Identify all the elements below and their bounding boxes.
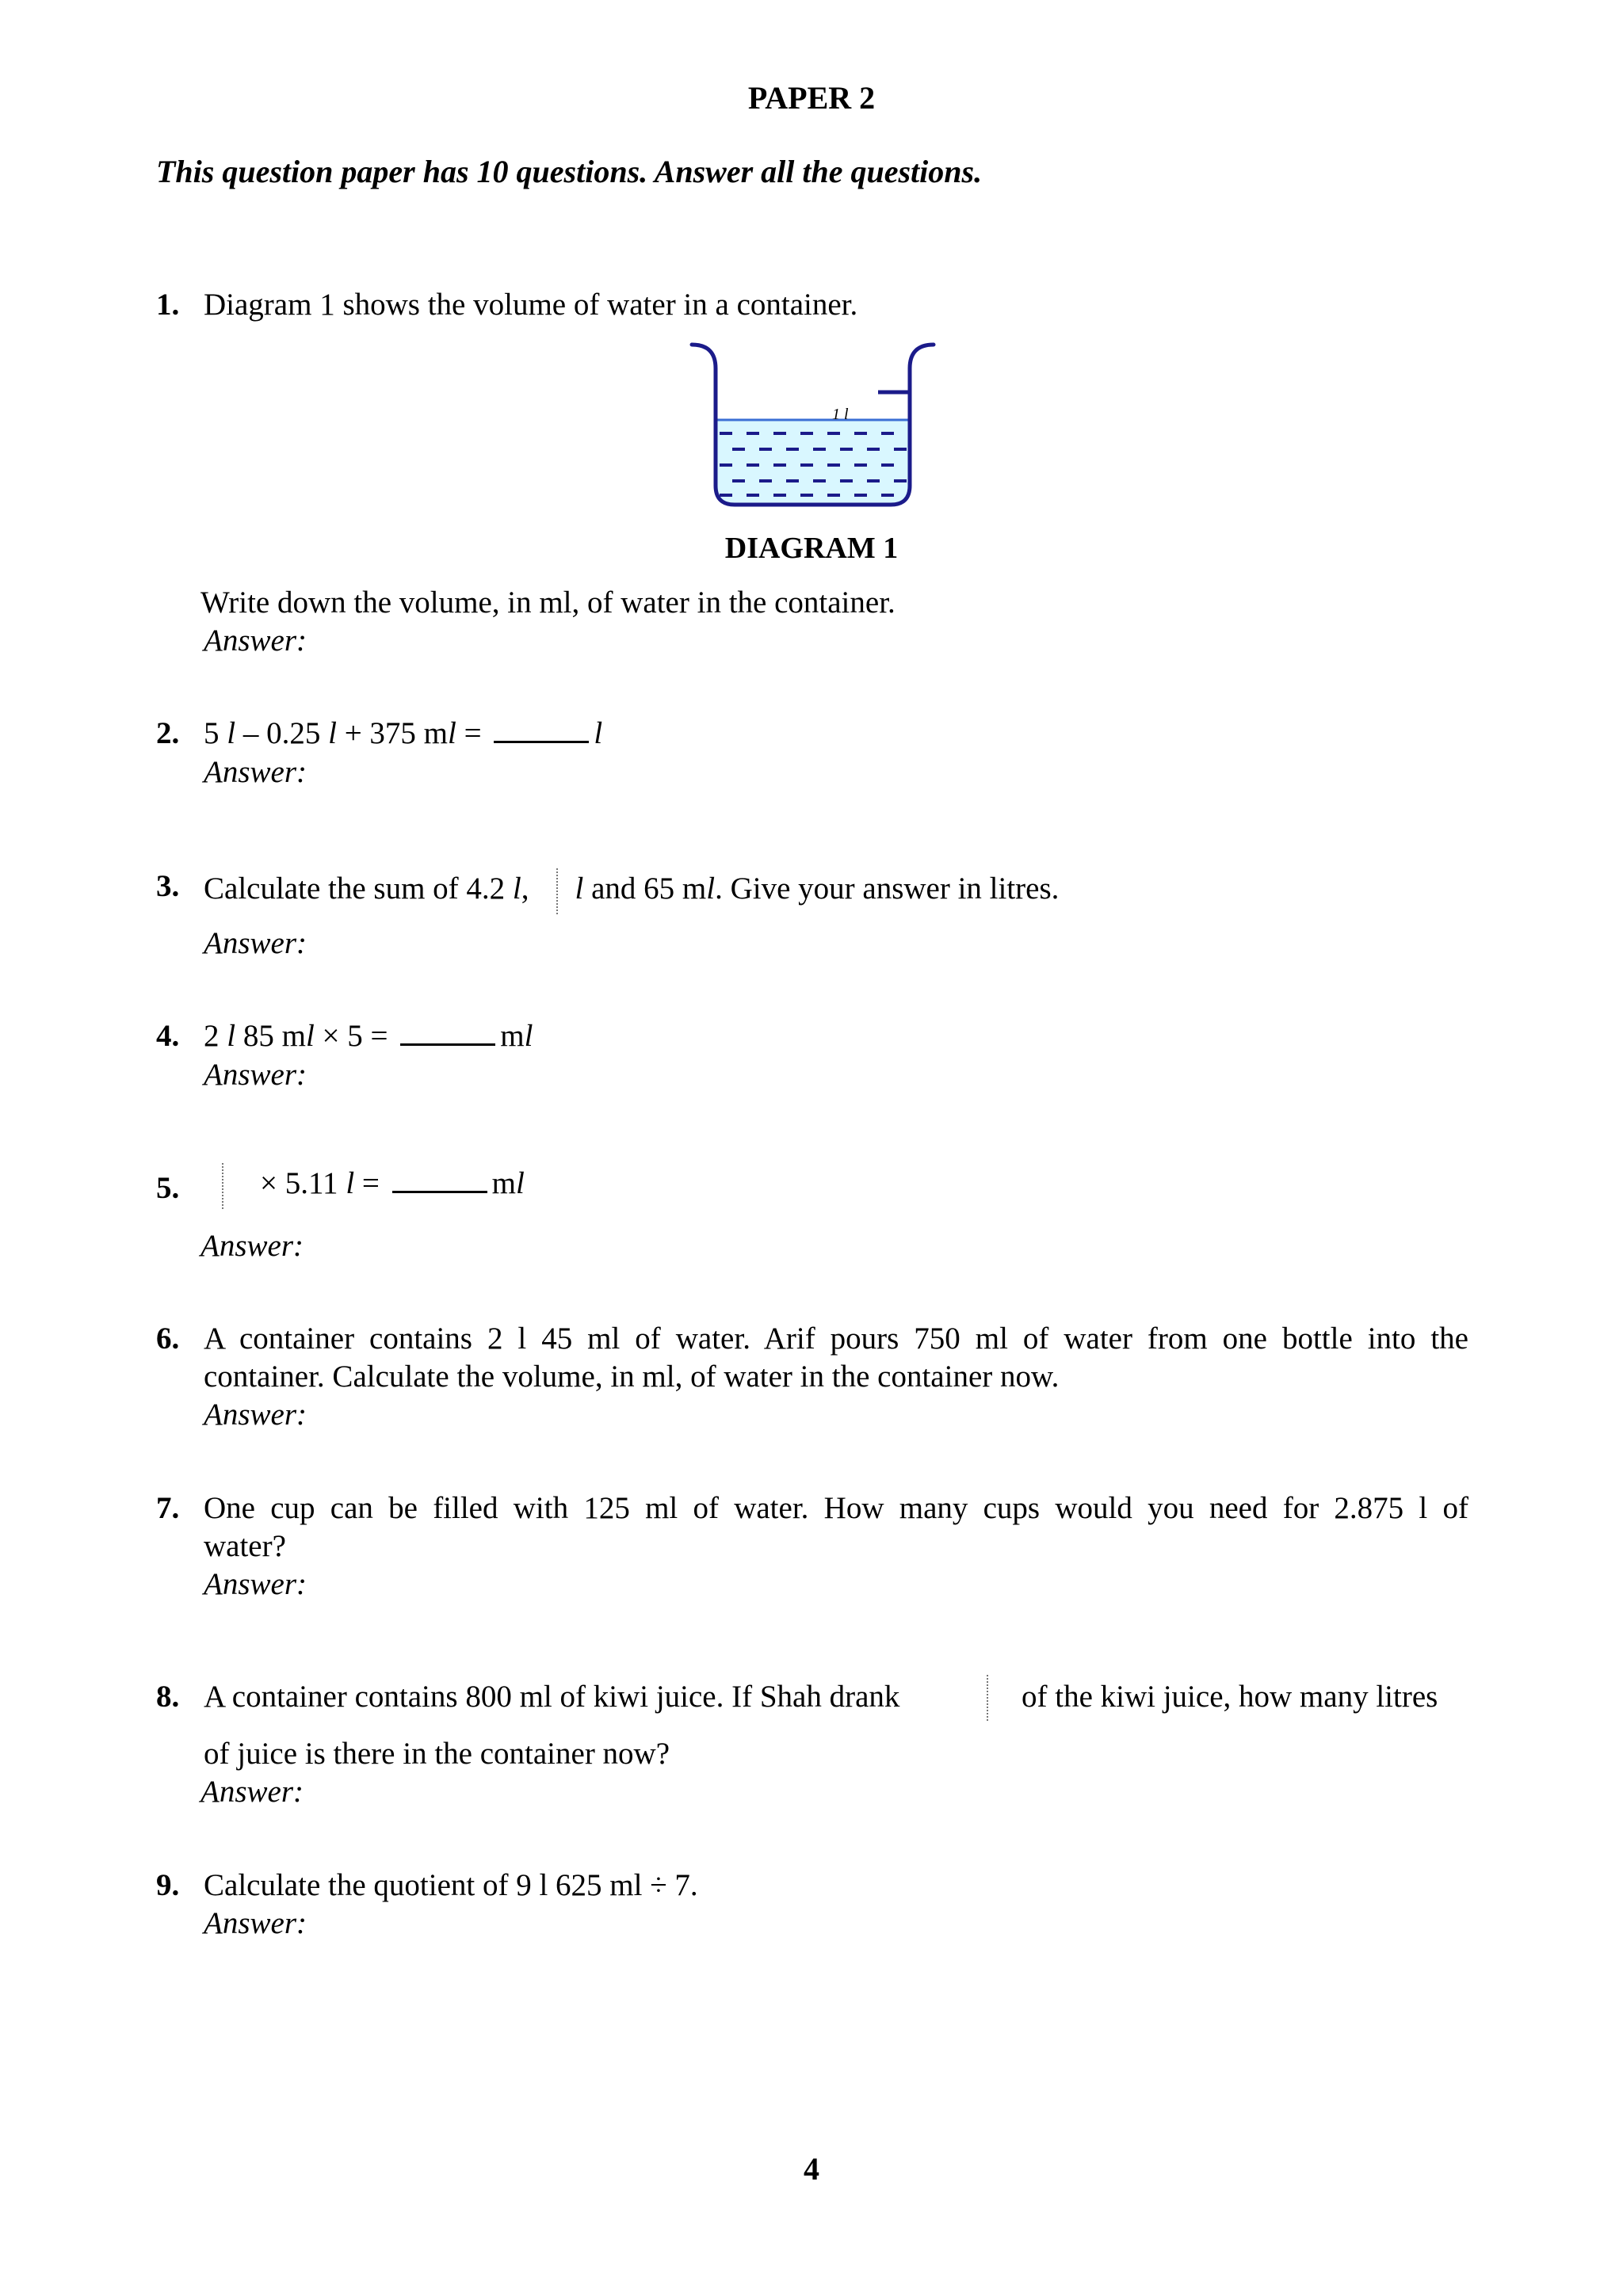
q4-unit: l [227, 1019, 236, 1053]
q2-part: = [456, 716, 490, 750]
question-1-text: Diagram 1 shows the volume of water in a container. [204, 288, 858, 322]
question-2-answer-label: Answer: [204, 755, 307, 789]
instructions: This question paper has 10 questions. Answer all the questions. [156, 154, 983, 189]
q4-unit: l [524, 1019, 533, 1053]
answer-blank[interactable] [400, 1020, 495, 1046]
answer-blank[interactable] [494, 717, 589, 743]
q2-unit: l [227, 716, 236, 750]
question-8-line-2: of juice is there in the container now? [204, 1737, 670, 1771]
q3-unit: l [512, 871, 521, 906]
question-5-text [222, 1163, 525, 1209]
question-4-text [204, 1018, 533, 1054]
question-2-text [204, 715, 602, 751]
question-5-answer-label: Answer: [200, 1229, 304, 1263]
scale-label: 1 l [832, 406, 849, 423]
question-3-answer-label: Answer: [204, 926, 307, 960]
question-1-number: 1. [156, 288, 180, 322]
question-8-number: 8. [156, 1680, 180, 1714]
answer-blank[interactable] [392, 1167, 487, 1193]
question-6-answer-label: Answer: [204, 1398, 307, 1432]
question-4-number: 4. [156, 1019, 180, 1053]
fraction-placeholder [987, 1675, 996, 1721]
q5-part: m [491, 1165, 516, 1200]
question-7-line-1: One cup can be filled with 125 ml of water. How many cups would you need for 2.875 l of [204, 1491, 1468, 1525]
q4-part: 2 [204, 1019, 227, 1053]
question-7-line-2: water? [204, 1529, 286, 1563]
q3-unit: l [706, 871, 716, 906]
question-9-number: 9. [156, 1868, 180, 1902]
question-6-line-2: container. Calculate the volume, in ml, of water in the container now. [204, 1360, 1060, 1394]
q3-unit: l [575, 871, 584, 906]
question-8-line-1a: A container contains 800 ml of kiwi juice. If Shah drank [204, 1680, 900, 1714]
q5-unit: l [346, 1165, 355, 1200]
question-3-text [204, 868, 1059, 914]
question-1-answer-label: Answer: [204, 624, 307, 658]
fraction-placeholder [222, 1163, 231, 1209]
q5-unit: l [516, 1165, 525, 1200]
q2-part: + 375 m [336, 716, 449, 750]
question-1-prompt: Write down the volume, in ml, of water in the container. [200, 585, 896, 620]
question-4-answer-label: Answer: [204, 1058, 307, 1092]
container-diagram [680, 337, 941, 511]
question-6-number: 6. [156, 1322, 180, 1356]
q5-part: × 5.11 [260, 1165, 346, 1200]
question-3-number: 3. [156, 869, 180, 903]
question-5-number: 5. [156, 1171, 180, 1205]
q5-part: = [354, 1165, 388, 1200]
q4-unit: l [305, 1019, 315, 1053]
page-title: PAPER 2 [747, 80, 876, 116]
q4-part: m [500, 1019, 525, 1053]
q3-part: . Give your answer in litres. [715, 871, 1060, 906]
q2-unit: l [448, 716, 456, 750]
page-number: 4 [804, 2151, 819, 2187]
question-8-answer-label: Answer: [200, 1775, 304, 1809]
q2-unit: l [594, 716, 603, 750]
q2-part: – 0.25 [235, 716, 329, 750]
question-9-answer-label: Answer: [204, 1906, 307, 1940]
q4-part: × 5 = [314, 1019, 396, 1053]
q2-unit: l [328, 716, 337, 750]
question-8-line-1b: of the kiwi juice, how many litres [1022, 1680, 1438, 1714]
q3-part: Calculate the sum of 4.2 [204, 871, 513, 906]
question-9-text: Calculate the quotient of 9 l 625 ml ÷ 7. [204, 1868, 698, 1902]
q3-part: and 65 m [583, 871, 707, 906]
q3-part: , [521, 871, 529, 906]
fraction-placeholder [556, 868, 566, 914]
diagram-caption: DIAGRAM 1 [724, 532, 899, 565]
question-7-answer-label: Answer: [204, 1567, 307, 1601]
q2-part: 5 [204, 716, 227, 750]
q4-part: 85 m [235, 1019, 306, 1053]
question-2-number: 2. [156, 716, 180, 750]
question-7-number: 7. [156, 1491, 180, 1525]
question-6-line-1: A container contains 2 l 45 ml of water. Arif pours 750 ml of water from one bottle into the [204, 1322, 1468, 1356]
